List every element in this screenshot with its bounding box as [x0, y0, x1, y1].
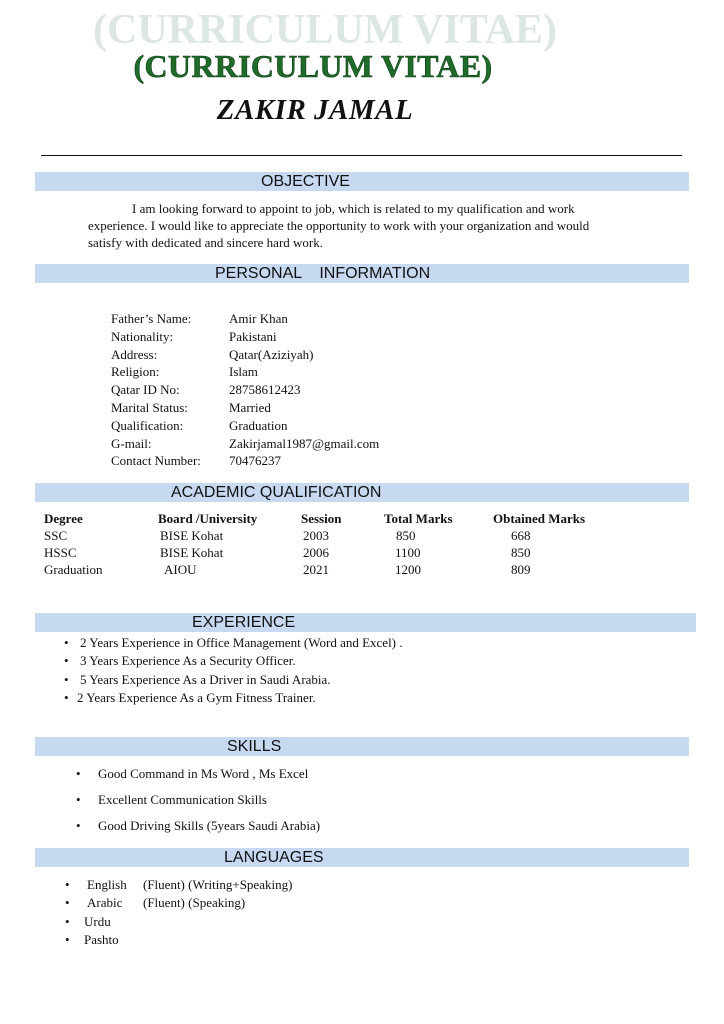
bullet-icon: •: [65, 931, 70, 947]
experience-item-text: 3 Years Experience As a Security Officer.: [80, 653, 296, 669]
info-label: Father’s Name:: [111, 311, 192, 326]
bullet-icon: •: [64, 689, 69, 705]
table-cell-total-marks: 1200: [395, 562, 421, 577]
list-item: [76, 791, 320, 809]
list-item: [65, 876, 293, 894]
watermark-title: (CURRICULUM VITAE): [93, 7, 557, 53]
info-label: Religion:: [111, 364, 160, 380]
list-item: [65, 894, 246, 912]
bullet-icon: •: [65, 895, 70, 911]
bullet-icon: •: [65, 913, 70, 929]
info-value: Zakirjamal1987@gmail.com: [229, 435, 380, 451]
objective-line-1: I am looking forward to appoint to job, which is related to my qualification and work: [132, 201, 575, 216]
section-languages: [35, 848, 689, 867]
table-cell-total-marks: 850: [396, 528, 416, 543]
experience-item-text: 5 Years Experience As a Driver in Saudi Arabia.: [80, 671, 331, 687]
section-objective: [35, 172, 689, 191]
experience-item-text: 2 Years Experience in Office Management (Word and Excel) .: [80, 635, 403, 650]
info-value: Pakistani: [229, 328, 277, 344]
bullet-icon: •: [76, 792, 81, 807]
table-header-board: Board /University: [158, 511, 258, 526]
section-title-languages: LANGUAGES: [224, 849, 324, 866]
table-header-total-marks: Total Marks: [384, 511, 453, 526]
applicant-name: ZAKIR JAMAL: [216, 94, 414, 126]
document-title: (CURRICULUM VITAE): [133, 48, 493, 84]
info-label: Nationality:: [111, 328, 174, 344]
list-item: [64, 671, 403, 689]
table-cell-board: BISE Kohat: [160, 545, 224, 560]
section-skills: [35, 737, 689, 756]
table-cell-obtained-marks: 668: [511, 528, 531, 543]
info-label: Address:: [111, 346, 158, 362]
list-item: [76, 817, 320, 835]
list-item: [64, 652, 403, 670]
bullet-icon: •: [64, 635, 69, 650]
section-title-experience: EXPERIENCE: [192, 614, 296, 631]
skills-list: [76, 765, 320, 835]
info-value: Graduation: [229, 417, 288, 433]
table-cell-session: 2003: [303, 528, 329, 543]
language-name: Urdu: [84, 913, 111, 929]
language-name: Pashto: [84, 931, 119, 947]
table-cell-degree: HSSC: [44, 545, 77, 560]
info-label: Contact Number:: [111, 453, 201, 469]
bullet-icon: •: [64, 671, 69, 687]
info-value: 70476237: [229, 453, 281, 469]
table-header-degree: Degree: [44, 511, 83, 526]
list-item: [65, 913, 111, 931]
section-title-objective: OBJECTIVE: [261, 173, 350, 190]
table-cell-board: AIOU: [164, 562, 197, 577]
skill-item-text: Excellent Communication Skills: [98, 792, 267, 807]
table-cell-degree: SSC: [44, 528, 68, 543]
table-cell-session: 2021: [303, 562, 329, 577]
info-value: 28758612423: [229, 382, 301, 398]
table-cell-obtained-marks: 809: [511, 562, 531, 577]
table-header-session: Session: [301, 511, 342, 526]
bullet-icon: •: [65, 877, 70, 892]
skill-item-text: Good Command in Ms Word , Ms Excel: [98, 766, 309, 781]
objective-line-3: satisfy with dedicated and sincere hard work.: [88, 235, 324, 250]
skill-item-text: Good Driving Skills (5years Saudi Arabia): [98, 818, 321, 833]
table-cell-session: 2006: [303, 545, 329, 560]
info-value: Islam: [229, 364, 258, 380]
info-label: Marital Status:: [111, 399, 188, 415]
info-label: G-mail:: [111, 435, 152, 451]
table-header-obtained-marks: Obtained Marks: [493, 511, 586, 526]
list-item: [64, 689, 403, 707]
table-cell-degree: Graduation: [44, 562, 103, 577]
bullet-icon: •: [76, 766, 81, 781]
language-level: (Fluent) (Writing+Speaking): [143, 877, 293, 892]
languages-list: [65, 876, 293, 949]
table-cell-total-marks: 1100: [395, 545, 421, 560]
language-level: (Fluent) (Speaking): [143, 895, 246, 911]
info-value: Qatar(Aziziyah): [229, 346, 314, 362]
bullet-icon: •: [64, 653, 69, 669]
header-divider: [41, 155, 682, 156]
list-item: [76, 765, 320, 783]
language-name: English: [87, 877, 127, 892]
list-item: [64, 634, 403, 652]
section-personal-information: [35, 264, 689, 283]
info-value: Married: [229, 399, 271, 415]
info-label: Qatar ID No:: [111, 382, 180, 398]
experience-item-text: 2 Years Experience As a Gym Fitness Trainer.: [77, 689, 316, 705]
section-title-skills: SKILLS: [227, 738, 282, 755]
list-item: [65, 931, 119, 949]
experience-list: [64, 634, 403, 707]
table-cell-board: BISE Kohat: [160, 528, 224, 543]
language-name: Arabic: [87, 895, 123, 911]
objective-text: [88, 200, 660, 251]
bullet-icon: •: [76, 818, 81, 833]
info-label: Qualification:: [111, 417, 184, 433]
section-experience: [35, 613, 696, 632]
section-title-academic-qualification: ACADEMIC QUALIFICATION: [171, 484, 382, 501]
table-cell-obtained-marks: 850: [511, 545, 531, 560]
objective-line-2: experience. I would like to appreciate the opportunity to work with your organization and would: [88, 218, 590, 233]
info-value: Amir Khan: [229, 311, 288, 326]
section-title-personal-information: PERSONAL INFORMATION: [215, 265, 431, 282]
section-academic-qualification: [35, 483, 689, 502]
